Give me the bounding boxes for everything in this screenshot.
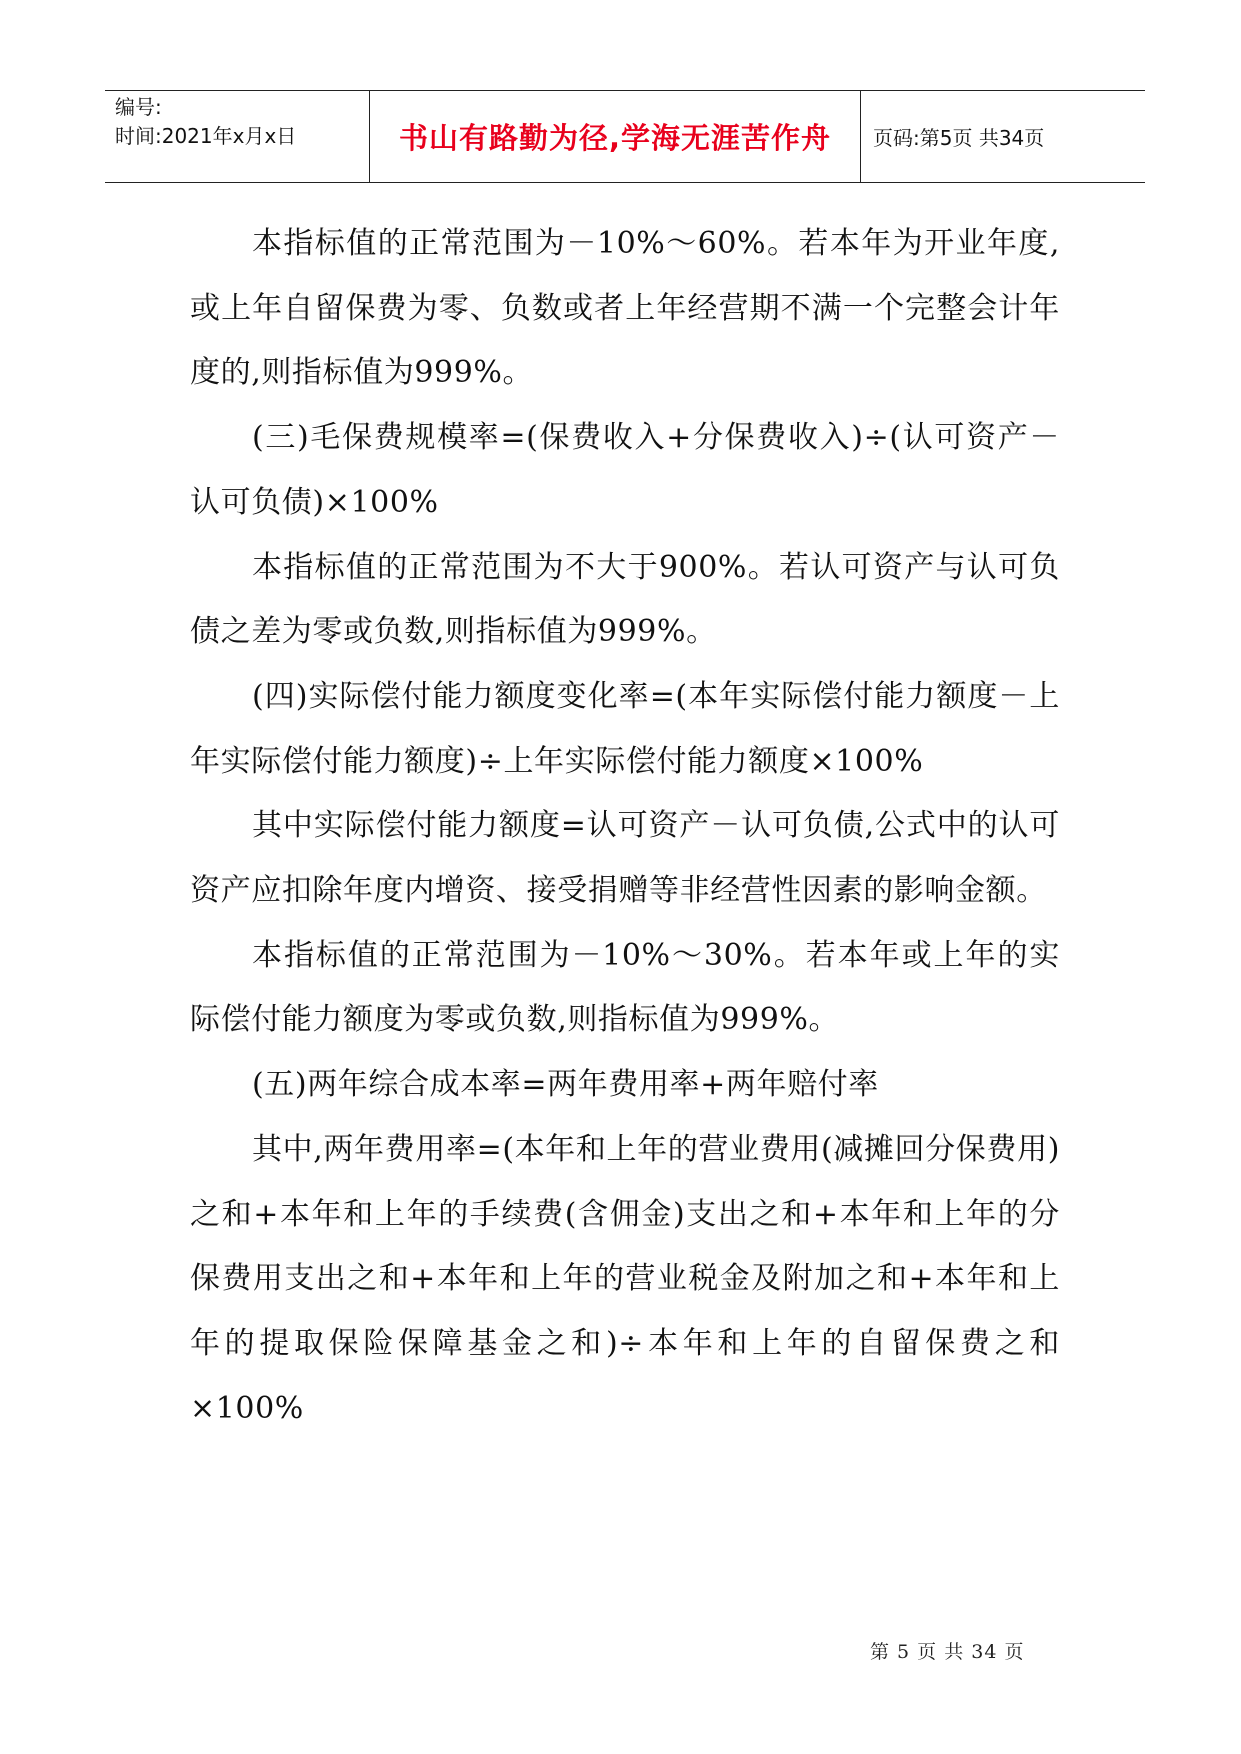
page-header [105, 90, 1145, 183]
paragraph-solvency-definition: 其中实际偿付能力额度=认可资产－认可负债,公式中的认可资产应扣除年度内增资、接受捐赠等非经营性因素的影响金额。 [190, 808, 1060, 909]
paragraph-combined-cost-rate: (五)两年综合成本率=两年费用率+两年赔付率 [252, 1067, 879, 1103]
paragraph-range-900: 本指标值的正常范围为不大于900%。若认可资产与认可负债之差为零或负数,则指标值为999%。 [190, 549, 1060, 650]
header-divider-left [369, 91, 370, 182]
header-page-info: 页码:第5页 共34页 [873, 126, 1045, 150]
header-motto: 书山有路勤为径,学海无涯苦作舟 [398, 121, 832, 155]
paragraph-gross-premium-scale-rate: (三)毛保费规模率=(保费收入+分保费收入)÷(认可资产－认可负债)×100% [190, 420, 1060, 520]
paragraph-solvency-change-rate: (四)实际偿付能力额度变化率=(本年实际偿付能力额度－上年实际偿付能力额度)÷上年实际偿付能力额度×100% [190, 678, 1060, 779]
paragraph-expense-rate-definition: 其中,两年费用率=(本年和上年的营业费用(减摊回分保费用)之和+本年和上年的手续费(含佣金)支出之和+本年和上年的分保费用支出之和+本年和上年的营业税金及附加之和+本年和上年的提取保险保障基金之和)÷本年和上年的自留保费之和×100% [190, 1131, 1060, 1426]
paragraph-range-10-60: 本指标值的正常范围为－10%～60%。若本年为开业年度,或上年自留保费为零、负数或者上年经营期不满一个完整会计年度的,则指标值为999%。 [190, 226, 1060, 391]
document-number-label: 编号: [115, 95, 162, 119]
page-footer: 第 5 页 共 34 页 [870, 1641, 1025, 1663]
paragraph-range-10-30: 本指标值的正常范围为－10%～30%。若本年或上年的实际偿付能力额度为零或负数,则指标值为999%。 [190, 937, 1060, 1038]
document-body [190, 212, 1060, 1441]
header-meta [115, 93, 365, 151]
document-time-label: 时间:2021年x月x日 [115, 124, 297, 148]
header-divider-right [860, 91, 861, 182]
